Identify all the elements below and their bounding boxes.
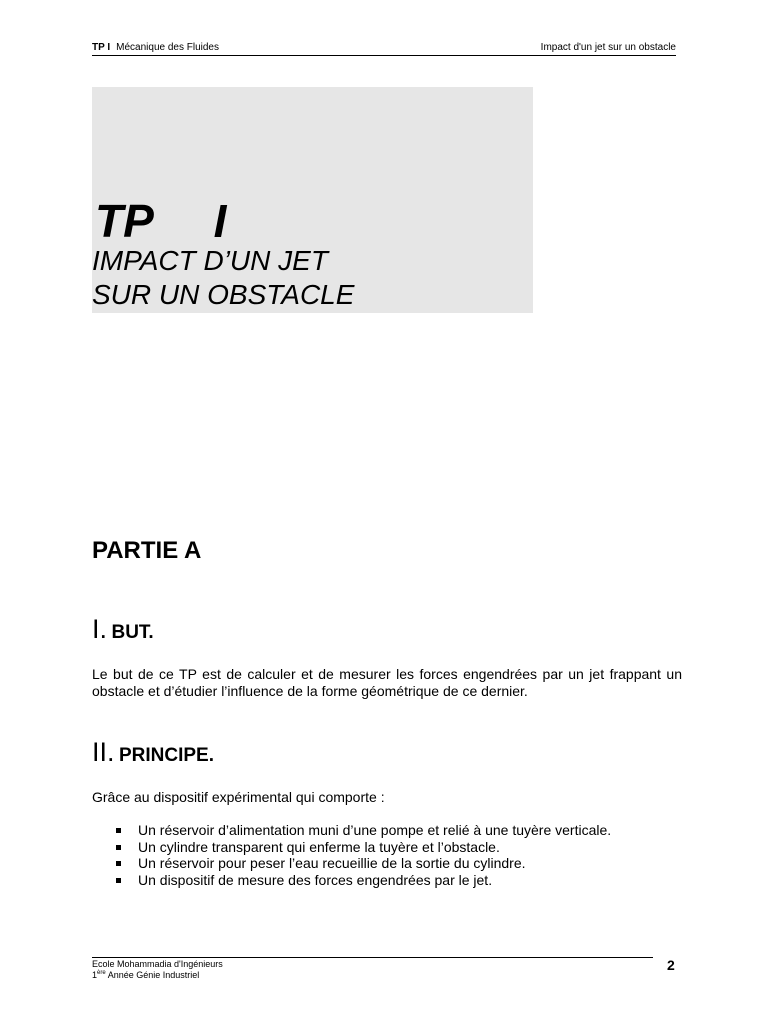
subtitle-line-2: SUR UN OBSTACLE	[92, 279, 355, 310]
list-item	[114, 872, 611, 889]
header-course: Mécanique des Fluides	[116, 42, 219, 53]
header-tp-label: TP I	[92, 42, 111, 53]
bullet-square-icon	[116, 845, 121, 850]
page-number: 2	[667, 957, 675, 973]
bullet-square-icon	[116, 828, 121, 833]
subtitle-line-1: IMPACT D’UN JET	[92, 245, 328, 276]
bullet-square-icon	[116, 861, 121, 866]
section-2-number: II.	[92, 737, 115, 767]
list-item-text: Un dispositif de mesure des forces engendrées par le jet.	[138, 871, 493, 888]
page-header	[92, 42, 676, 56]
section-1-heading	[92, 614, 154, 649]
footer-year-ordinal: ère	[97, 970, 106, 976]
section-1-name: BUT.	[111, 622, 154, 643]
section-2-intro: Grâce au dispositif expérimental qui comporte :	[92, 789, 385, 805]
section-1-text: Le but de ce TP est de calculer et de mesurer les forces engendrées par un jet frappant un obstacle et d’étudier l’influence de la forme géométrique de ce dernier.	[92, 666, 682, 699]
section-2-name: PRINCIPE.	[118, 745, 214, 766]
footer-divider	[92, 957, 653, 958]
list-item-text: Un réservoir pour peser l’eau recueillie de la sortie du cylindre.	[138, 855, 526, 871]
footer-year-program: Année Génie Industriel	[105, 970, 200, 980]
list-item	[114, 855, 611, 872]
footer-school: Ecole Mohammadia d'Ingénieurs	[92, 959, 223, 969]
header-topic: Impact d'un jet sur un obstacle	[540, 42, 676, 53]
section-2-heading	[92, 737, 214, 772]
list-item-text: Un cylindre transparent qui enferme la tuyère et l’obstacle.	[138, 838, 500, 855]
footer-year-number: 1	[92, 970, 98, 980]
equipment-list	[114, 822, 611, 888]
list-item-text: Un réservoir d’alimentation muni d’une pompe et relié à une tuyère verticale.	[138, 822, 612, 838]
bullet-square-icon	[116, 878, 121, 883]
title-main: TP I	[95, 195, 227, 247]
page-footer	[92, 959, 223, 981]
part-heading: PARTIE A	[92, 537, 202, 564]
section-1-number: I.	[92, 614, 108, 644]
list-item	[114, 822, 611, 839]
header-left	[92, 42, 219, 54]
footer-year	[92, 970, 223, 981]
list-item	[114, 839, 611, 856]
title-box	[92, 87, 533, 313]
